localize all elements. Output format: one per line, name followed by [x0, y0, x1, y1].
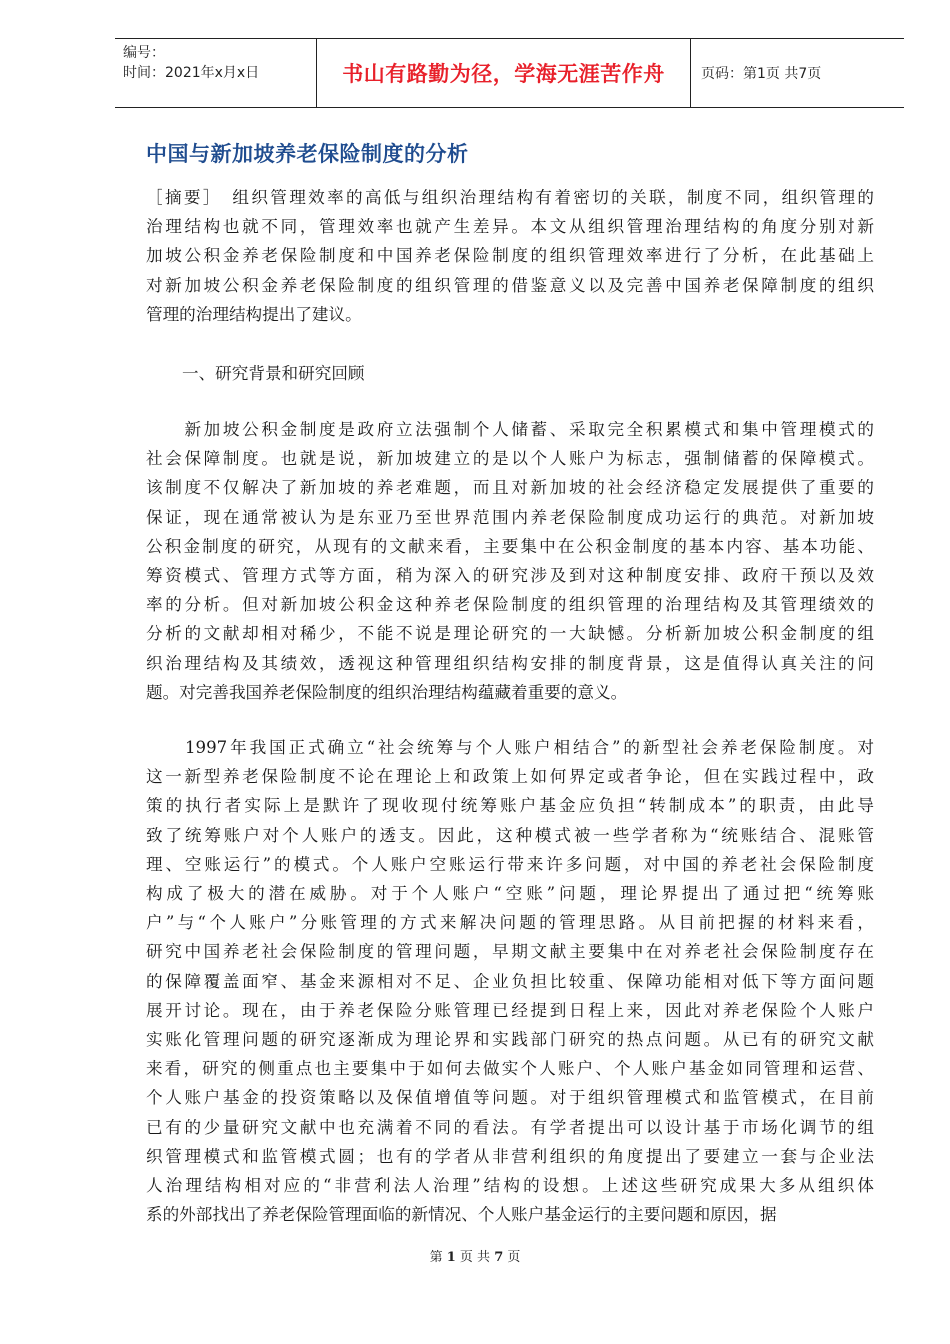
header-meta — [115, 39, 316, 107]
text-line: 来看，研究的侧重点也主要集中于如何去做实个人账户、个人账户基金如同管理和运营、 — [146, 1059, 874, 1079]
text-line: 保证，现在通常被认为是东亚乃至世界范围内养老保险制度成功运行的典范。对新加坡 — [146, 507, 874, 527]
body-paragraph-1 — [146, 415, 874, 707]
text-line: 对新加坡公积金养老保险制度的组织管理的借鉴意义以及完善中国养老保障制度的组织 — [146, 275, 874, 295]
footer-middle: 页 共 — [459, 1250, 491, 1265]
text-line: 已有的少量研究文献中也充满着不同的看法。有学者提出可以设计基于市场化调节的组 — [146, 1117, 874, 1137]
text-line: 理、空账运行”的模式。个人账户空账运行带来许多问题，对中国的养老社会保险制度 — [146, 854, 874, 874]
footer-page-number: 1 — [446, 1250, 456, 1265]
document-title: 中国与新加坡养老保险制度的分析 — [146, 142, 469, 166]
text-line: 个人账户基金的投资策略以及保值增值等问题。对于组织管理模式和监管模式，在目前 — [146, 1088, 874, 1108]
text-line: 这一新型养老保险制度不论在理论上和政策上如何界定或者争论，但在实践过程中，政 — [146, 767, 874, 787]
text-line: 率的分析。但对新加坡公积金这种养老保险制度的组织管理的治理结构及其管理绩效的 — [146, 595, 874, 615]
text-line: 分析的文献却相对稀少，不能不说是理论研究的一大缺憾。分析新加坡公积金制度的组 — [146, 624, 874, 644]
text-line: 织治理结构及其绩效，透视这种管理组织结构安排的制度背景，这是值得认真关注的问 — [146, 653, 874, 673]
header-motto-cell — [316, 39, 691, 107]
text-line: 人治理结构相对应的“非营利法人治理”结构的设想。上述这些研究成果大多从组织体 — [146, 1176, 874, 1196]
footer-prefix: 第 — [429, 1250, 443, 1265]
text-line: 系的外部找出了养老保险管理面临的新情况、个人账户基金运行的主要问题和原因，据 — [146, 1205, 777, 1225]
page-header — [115, 38, 904, 108]
text-line: 织管理模式和监管模式圆；也有的学者从非营利组织的角度提出了要建立一套与企业法 — [146, 1146, 874, 1166]
header-motto: 书山有路勤为径，学海无涯苦作舟 — [342, 61, 665, 86]
body-paragraph-2 — [146, 733, 874, 1229]
text-line: 题。对完善我国养老保险制度的组织治理结构蕴藏着重要的意义。 — [146, 682, 628, 702]
text-line: 新加坡公积金制度是政府立法强制个人储蓄、采取完全积累模式和集中管理模式的 — [146, 420, 874, 439]
text-line: 策的执行者实际上是默许了现收现付统筹账户基金应负担“转制成本”的职责，由此导 — [146, 796, 874, 816]
abstract-paragraph — [146, 183, 874, 329]
header-page-info: 页码：第1页 共7页 — [701, 66, 822, 82]
text-line: 公积金制度的研究，从现有的文献来看，主要集中在公积金制度的基本内容、基本功能、 — [146, 536, 874, 556]
text-line: 该制度不仅解决了新加坡的养老难题，而且对新加坡的社会经济稳定发展提供了重要的 — [146, 478, 874, 498]
footer-suffix: 页 — [507, 1250, 521, 1265]
time-label: 时间：2021年x月x日 — [123, 65, 260, 81]
text-line: 构成了极大的潜在威胁。对于个人账户“空账”问题，理论界提出了通过把“统筹账 — [146, 884, 874, 904]
text-line: 筹资模式、管理方式等方面，稍为深入的研究涉及到对这种制度安排、政府干预以及效 — [146, 566, 874, 586]
text-line: 治理结构也就不同，管理效率也就产生差异。本文从组织管理治理结构的角度分别对新 — [146, 217, 874, 237]
text-line: 加坡公积金养老保险制度和中国养老保险制度的组织管理效率进行了分析，在此基础上 — [146, 246, 874, 266]
page-footer — [0, 1246, 950, 1265]
header-page-info-cell — [691, 39, 904, 107]
section-heading: 一、研究背景和研究回顾 — [182, 364, 365, 383]
footer-total-pages: 7 — [494, 1250, 504, 1265]
text-line: ［摘要］ 组织管理效率的高低与组织治理结构有着密切的关联，制度不同，组织管理的 — [146, 188, 874, 207]
text-line: 管理的治理结构提出了建议。 — [146, 304, 362, 324]
text-line: 研究中国养老社会保险制度的管理问题，早期文献主要集中在对养老社会保险制度存在 — [146, 942, 874, 962]
text-line: 户”与“个人账户”分账管理的方式来解决问题的管理思路。从目前把握的材料来看， — [146, 913, 874, 933]
text-line: 展开讨论。现在，由于养老保险分账管理已经提到日程上来，因此对养老保险个人账户 — [146, 1000, 874, 1020]
text-line: 1997年我国正式确立“社会统筹与个人账户相结合”的新型社会养老保险制度。对 — [146, 738, 874, 757]
serial-label: 编号： — [123, 45, 165, 61]
text-line: 致了统筹账户对个人账户的透支。因此，这种模式被一些学者称为“统账结合、混账管 — [146, 825, 874, 845]
text-line: 社会保障制度。也就是说，新加坡建立的是以个人账户为标志，强制储蓄的保障模式。 — [146, 449, 874, 469]
text-line: 的保障覆盖面窄、基金来源相对不足、企业负担比较重、保障功能相对低下等方面问题 — [146, 971, 874, 991]
text-line: 实账化管理问题的研究逐渐成为理论界和实践部门研究的热点问题。从已有的研究文献 — [146, 1030, 874, 1050]
